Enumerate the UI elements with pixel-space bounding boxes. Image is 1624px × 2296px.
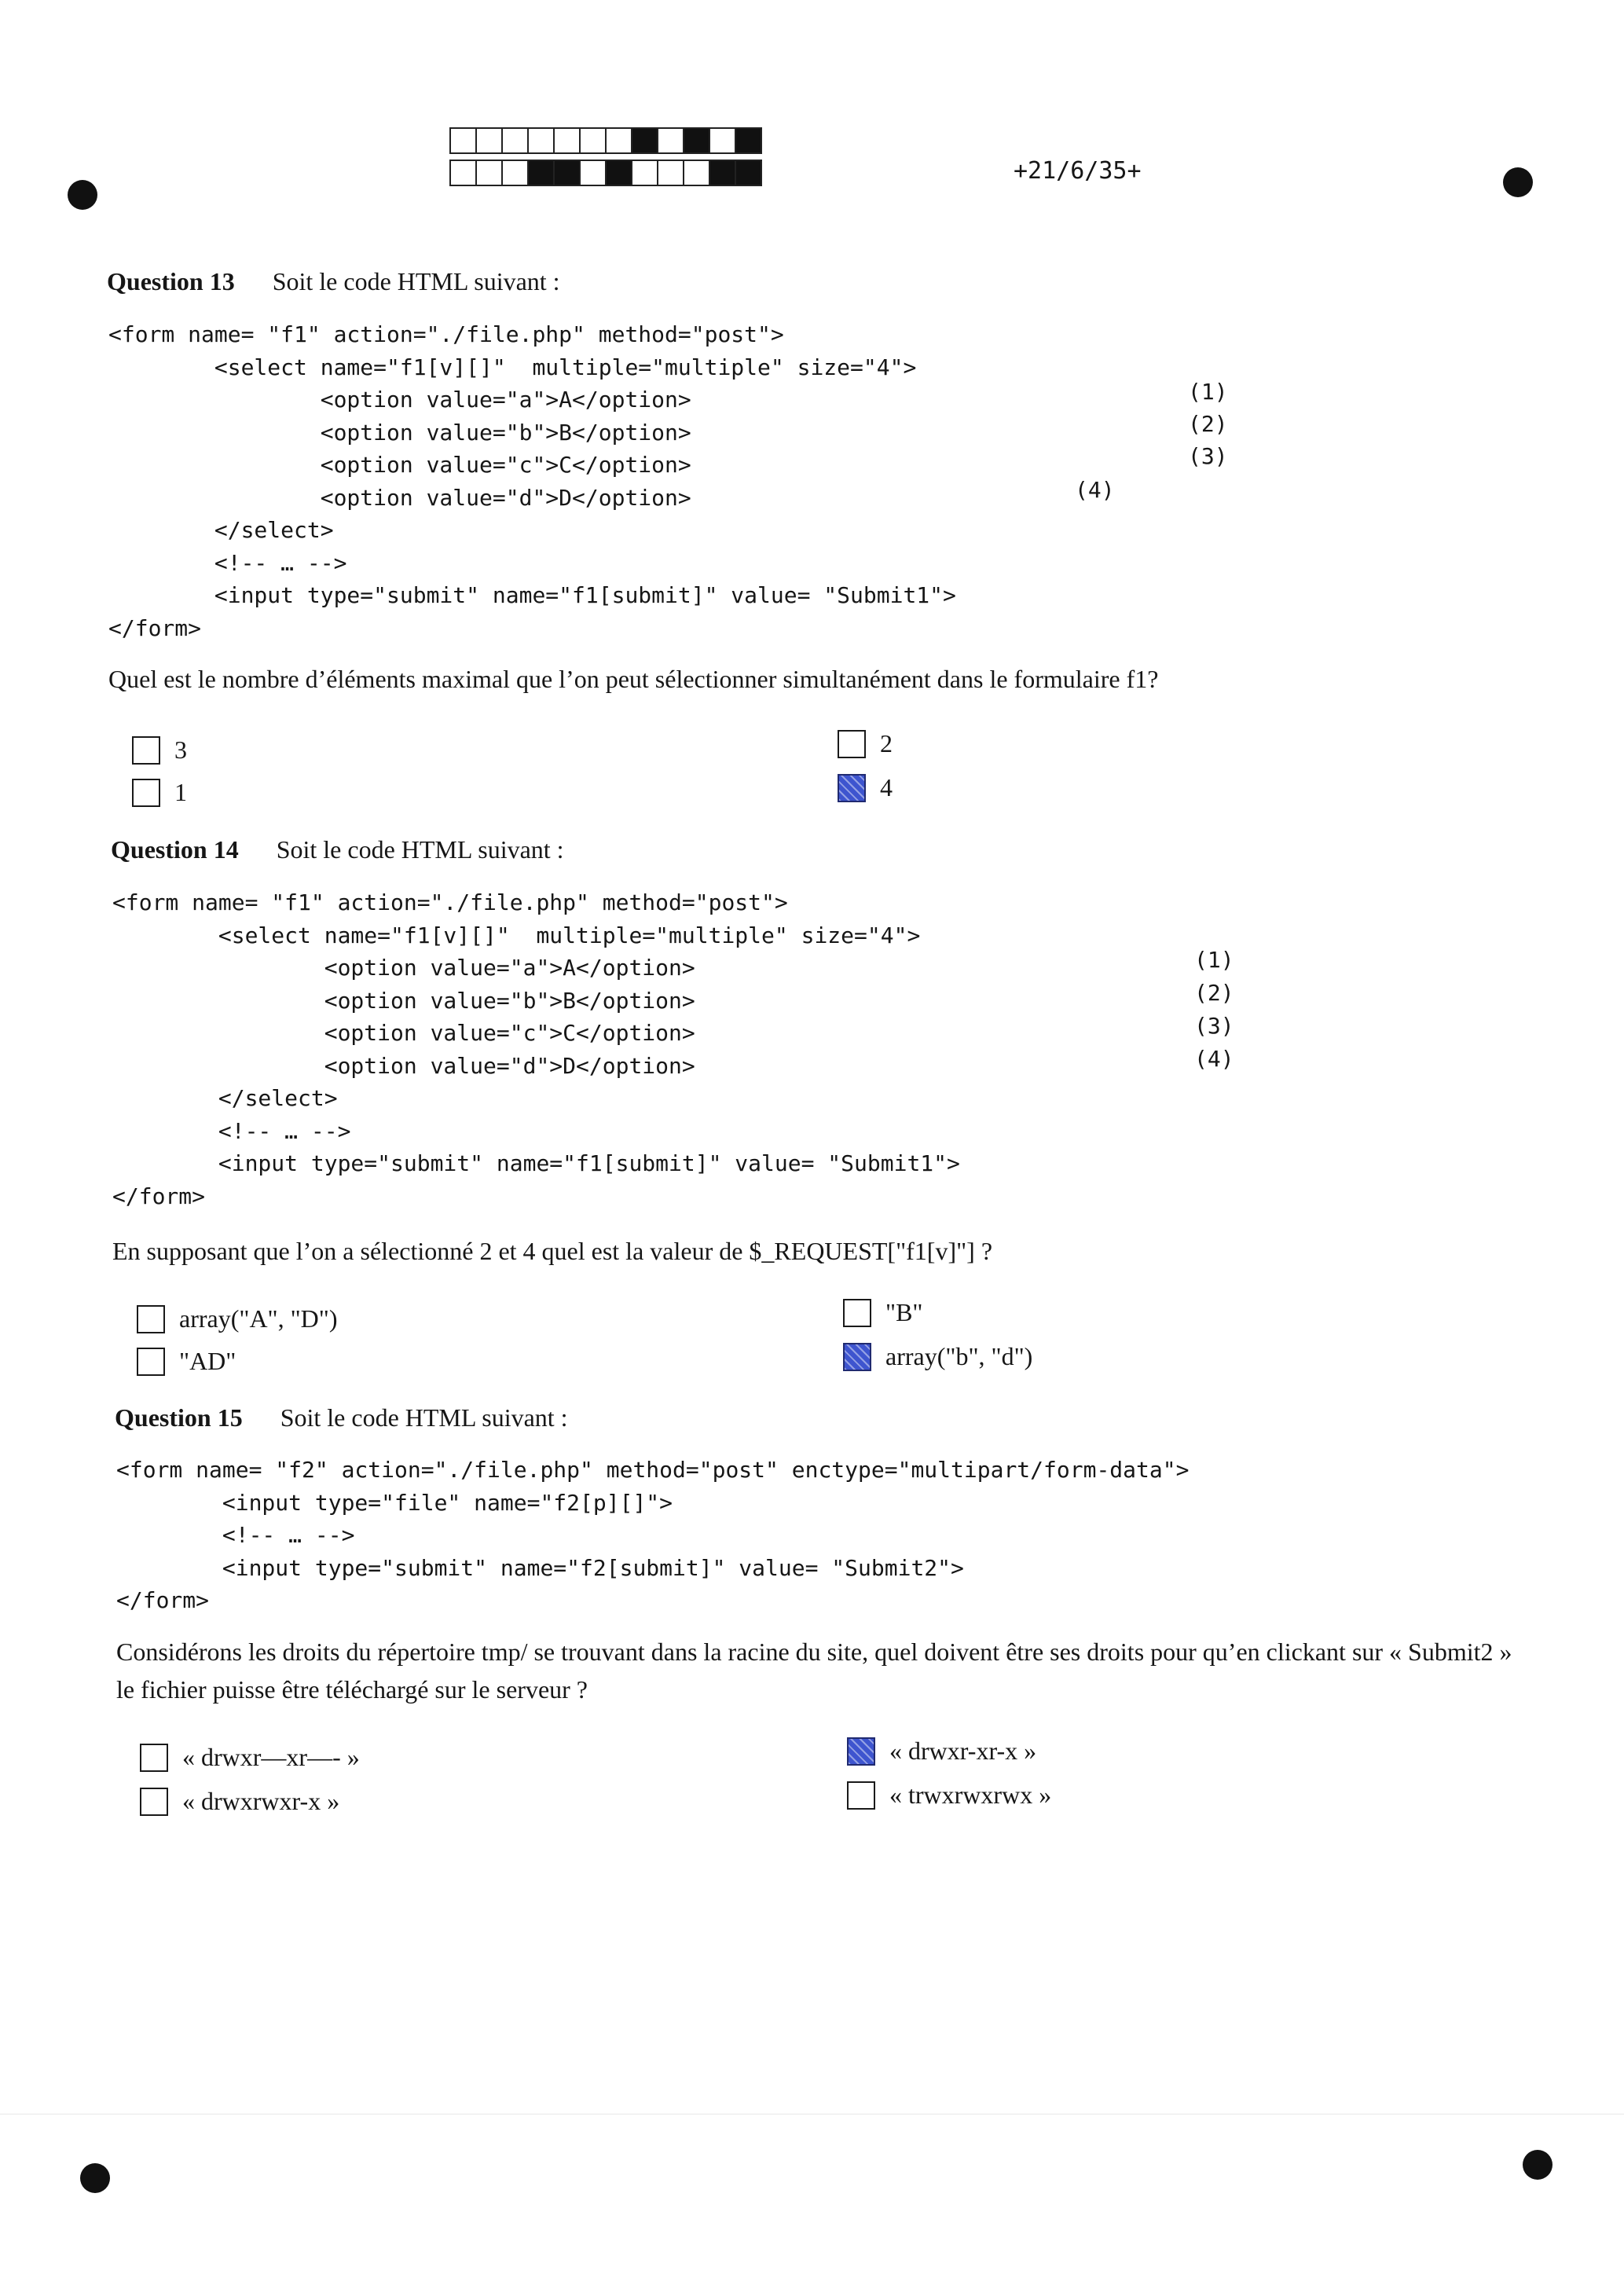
registration-dot-bottom-right bbox=[1523, 2150, 1553, 2180]
code-line: <option value="c">C</option> bbox=[108, 452, 691, 478]
answer-label: 4 bbox=[880, 773, 893, 801]
answer-option[interactable] bbox=[137, 1347, 236, 1376]
answer-label: « drwxrwxr-x » bbox=[182, 1787, 340, 1815]
question-number: Question 13 bbox=[107, 267, 235, 295]
question-intro: Soit le code HTML suivant : bbox=[276, 835, 564, 864]
code-line: <select name="f1[v][]" multiple="multiple" size="4"> bbox=[112, 922, 921, 948]
code-line: <input type="submit" name="f1[submit]" value= "Submit1"> bbox=[108, 582, 956, 608]
answer-option[interactable] bbox=[847, 1781, 1051, 1810]
barcode-cell bbox=[579, 160, 607, 186]
answer-option[interactable] bbox=[843, 1342, 1032, 1371]
question-14-prompt: En supposant que l’on a sélectionné 2 et 4 quel est la valeur de $_REQUEST["f1[v]"] ? bbox=[112, 1237, 993, 1265]
code-line: <option value="c">C</option> bbox=[112, 1020, 695, 1046]
answer-checkbox[interactable] bbox=[847, 1781, 875, 1810]
answer-label: 2 bbox=[880, 729, 893, 757]
code-line: </form> bbox=[112, 1183, 206, 1209]
code-line: <option value="d">D</option> bbox=[108, 484, 691, 511]
barcode-cell bbox=[605, 127, 632, 154]
answer-option[interactable] bbox=[140, 1787, 339, 1816]
answer-checkbox[interactable] bbox=[838, 774, 866, 802]
code-line: <option value="b">B</option> bbox=[108, 419, 691, 446]
question-13-prompt: Quel est le nombre d’éléments maximal que l’on peut sélectionner simultanément dans le formulaire f1? bbox=[108, 665, 1159, 693]
option-marker: (4) bbox=[1075, 477, 1115, 503]
code-line: </select> bbox=[108, 517, 334, 543]
code-line: <form name= "f1" action="./file.php" method="post"> bbox=[108, 321, 784, 347]
answer-label: "AD" bbox=[179, 1347, 236, 1375]
answer-checkbox[interactable] bbox=[137, 1348, 165, 1376]
answer-checkbox[interactable] bbox=[838, 730, 866, 758]
answer-option[interactable] bbox=[137, 1304, 338, 1333]
barcode-cell bbox=[735, 160, 762, 186]
barcode-cell bbox=[475, 127, 503, 154]
answer-option[interactable] bbox=[132, 778, 187, 807]
code-line: </form> bbox=[108, 614, 202, 641]
code-line: <input type="submit" name="f2[submit]" value= "Submit2"> bbox=[116, 1554, 964, 1581]
question-13-code bbox=[108, 318, 956, 644]
barcode-cell bbox=[735, 127, 762, 154]
barcode-cell bbox=[657, 160, 684, 186]
code-line: <form name= "f1" action="./file.php" method="post"> bbox=[112, 889, 788, 915]
barcode-cell bbox=[501, 127, 529, 154]
answer-checkbox[interactable] bbox=[140, 1788, 168, 1816]
code-line: <option value="a">A</option> bbox=[112, 955, 695, 981]
page-identifier: +21/6/35+ bbox=[1014, 157, 1142, 185]
code-line: <!-- … --> bbox=[112, 1117, 351, 1144]
question-14-code bbox=[112, 886, 960, 1212]
code-line: <input type="submit" name="f1[submit]" value= "Submit1"> bbox=[112, 1150, 960, 1176]
barcode-cell bbox=[683, 127, 710, 154]
barcode-cell bbox=[579, 127, 607, 154]
registration-dot-bottom-left bbox=[80, 2163, 110, 2193]
barcode-cell bbox=[709, 160, 736, 186]
question-13-title bbox=[107, 267, 560, 296]
question-15-prompt: Considérons les droits du répertoire tmp/ se trouvant dans la racine du site, quel doivent être ses droits pour qu’en clickant sur « Submit2 » le fichier puisse être téléchargé sur le serveur ? bbox=[116, 1638, 1512, 1704]
answer-checkbox[interactable] bbox=[843, 1343, 871, 1371]
code-line: </form> bbox=[116, 1587, 210, 1613]
barcode-cell bbox=[631, 127, 658, 154]
code-line: <option value="d">D</option> bbox=[112, 1052, 695, 1079]
question-15-code bbox=[116, 1454, 1189, 1617]
option-marker: (3) bbox=[1194, 1013, 1234, 1039]
barcode-cell bbox=[553, 160, 581, 186]
barcode-cell bbox=[657, 127, 684, 154]
registration-dot-top-left bbox=[68, 180, 97, 210]
answer-label: « drwxr-xr-x » bbox=[889, 1737, 1037, 1765]
code-line: <option value="a">A</option> bbox=[108, 387, 691, 413]
barcode-row-1 bbox=[449, 127, 761, 154]
barcode-cell bbox=[605, 160, 632, 186]
answer-option[interactable] bbox=[838, 729, 893, 758]
option-marker: (2) bbox=[1194, 980, 1234, 1006]
question-intro: Soit le code HTML suivant : bbox=[280, 1403, 568, 1432]
code-line: </select> bbox=[112, 1085, 338, 1111]
code-line: <select name="f1[v][]" multiple="multiple" size="4"> bbox=[108, 354, 917, 380]
answer-label: array("b", "d") bbox=[885, 1342, 1033, 1370]
registration-dot-top-right bbox=[1503, 167, 1533, 197]
question-intro: Soit le code HTML suivant : bbox=[272, 267, 560, 295]
question-14-title bbox=[111, 835, 564, 864]
barcode-cell bbox=[683, 160, 710, 186]
answer-option[interactable] bbox=[838, 773, 893, 802]
answer-checkbox[interactable] bbox=[140, 1744, 168, 1772]
answer-checkbox[interactable] bbox=[847, 1737, 875, 1766]
code-line: <!-- … --> bbox=[116, 1522, 355, 1548]
answer-checkbox[interactable] bbox=[132, 736, 160, 765]
barcode-row-2 bbox=[449, 160, 761, 186]
option-marker: (2) bbox=[1188, 411, 1228, 437]
barcode-cell bbox=[449, 160, 477, 186]
barcode-cell bbox=[449, 127, 477, 154]
barcode-cell bbox=[631, 160, 658, 186]
code-line: <form name= "f2" action="./file.php" method="post" enctype="multipart/form-data"> bbox=[116, 1457, 1190, 1483]
answer-option[interactable] bbox=[847, 1737, 1036, 1766]
option-marker: (4) bbox=[1194, 1046, 1234, 1072]
answer-label: array("A", "D") bbox=[179, 1304, 338, 1333]
option-marker: (1) bbox=[1188, 379, 1228, 405]
option-marker: (3) bbox=[1188, 443, 1228, 469]
question-15-title bbox=[115, 1403, 568, 1432]
answer-checkbox[interactable] bbox=[132, 779, 160, 807]
option-marker: (1) bbox=[1194, 947, 1234, 973]
answer-option[interactable] bbox=[843, 1298, 922, 1327]
answer-label: 3 bbox=[174, 735, 187, 764]
question-number: Question 14 bbox=[111, 835, 239, 864]
answer-checkbox[interactable] bbox=[843, 1299, 871, 1327]
answer-option[interactable] bbox=[140, 1743, 360, 1772]
code-line: <!-- … --> bbox=[108, 549, 347, 576]
code-line: <option value="b">B</option> bbox=[112, 987, 695, 1014]
barcode-cell bbox=[553, 127, 581, 154]
answer-checkbox[interactable] bbox=[137, 1305, 165, 1333]
answer-label: 1 bbox=[174, 778, 187, 806]
barcode-cell bbox=[709, 127, 736, 154]
question-number: Question 15 bbox=[115, 1403, 243, 1432]
barcode-cell bbox=[527, 127, 555, 154]
answer-label: "B" bbox=[885, 1298, 923, 1326]
answer-option[interactable] bbox=[132, 735, 187, 765]
barcode-cell bbox=[475, 160, 503, 186]
answer-label: « trwxrwxrwx » bbox=[889, 1781, 1052, 1809]
code-line: <input type="file" name="f2[p][]"> bbox=[116, 1489, 673, 1516]
answer-label: « drwxr—xr—- » bbox=[182, 1743, 360, 1771]
barcode-cell bbox=[501, 160, 529, 186]
barcode-cell bbox=[527, 160, 555, 186]
